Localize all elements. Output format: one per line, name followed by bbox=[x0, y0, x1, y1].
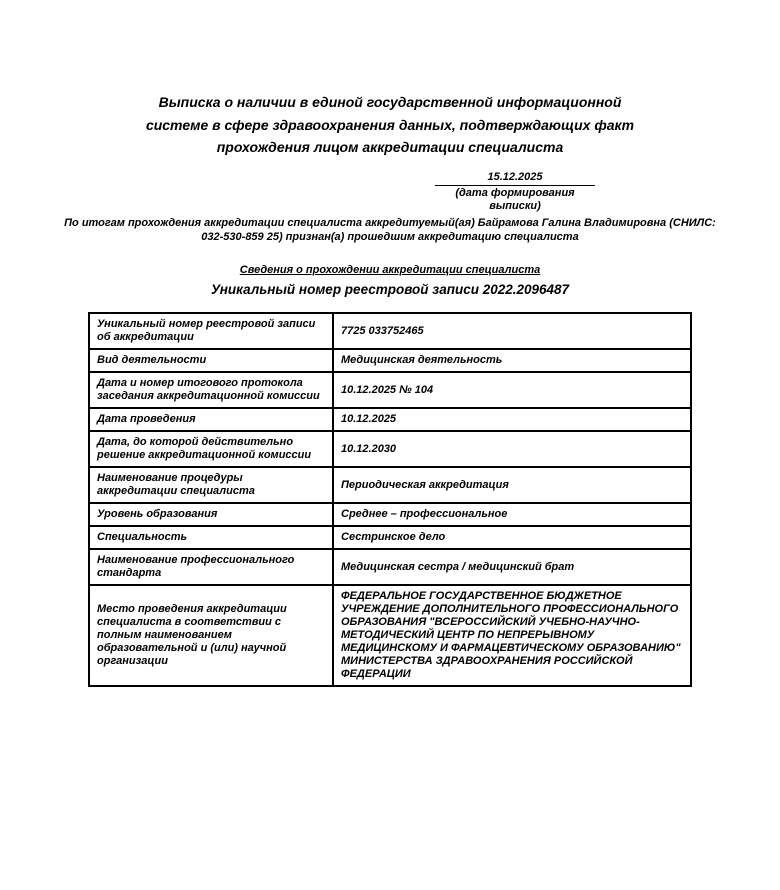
table-row-value: 10.12.2025 № 104 bbox=[333, 372, 691, 408]
table-row bbox=[89, 431, 691, 467]
title-line: системе в сфере здравоохранения данных, подтверждающих факт bbox=[145, 116, 635, 133]
table-row-value: Среднее – профессиональное bbox=[333, 503, 691, 526]
intro-line: По итогам прохождения аккредитации специалиста аккредитуемый(ая) Байрамова Галина Владимировна (СНИЛС: bbox=[64, 217, 716, 229]
title-line: Выписка о наличии в единой государственной информационной bbox=[158, 94, 622, 110]
title-line: прохождения лицом аккредитации специалиста bbox=[216, 139, 564, 155]
table-row-value: Сестринское дело bbox=[333, 526, 691, 549]
table-row bbox=[89, 349, 691, 372]
table-row-value: ФЕДЕРАЛЬНОЕ ГОСУДАРСТВЕННОЕ БЮДЖЕТНОЕ УЧРЕЖДЕНИЕ ДОПОЛНИТЕЛЬНОГО ПРОФЕССИОНАЛЬНОГО ОБРАЗОВАНИЯ "ВСЕРОССИЙСКИЙ УЧЕБНО-НАУЧНО-МЕТОДИЧЕСКИЙ ЦЕНТР ПО НЕПРЕРЫВНОМУ МЕДИЦИНСКОМУ И ФАРМАЦЕВТИЧЕСКОМУ ОБРАЗОВАНИЮ" МИНИСТЕРСТВА ЗДРАВООХРАНЕНИЯ РОССИЙСКОЙ ФЕДЕРАЦИИ bbox=[333, 585, 691, 686]
table-row-label: Наименование профессионального стандарта bbox=[89, 549, 333, 585]
accreditation-table bbox=[88, 312, 692, 687]
document-title bbox=[0, 91, 780, 159]
table-row-value: Периодическая аккредитация bbox=[333, 467, 691, 503]
table-row bbox=[89, 503, 691, 526]
table-row-label: Дата, до которой действительно решение аккредитационной комиссии bbox=[89, 431, 333, 467]
formation-date: 15.12.2025 bbox=[435, 170, 595, 186]
table-row bbox=[89, 313, 691, 349]
table-row-value: 7725 033752465 bbox=[333, 313, 691, 349]
table-row bbox=[89, 549, 691, 585]
table-row-label: Уровень образования bbox=[89, 503, 333, 526]
table-row bbox=[89, 408, 691, 431]
table-row bbox=[89, 467, 691, 503]
formation-date-caption: (дата формирования выписки) bbox=[455, 187, 575, 212]
intro-line: 032-530-859 25) признан(а) прошедшим аккредитацию специалиста bbox=[201, 231, 579, 243]
table-row-label: Место проведения аккредитации специалиста в соответствии с полным наименованием образовательной и (или) научной организации bbox=[89, 585, 333, 686]
table-row-value: 10.12.2030 bbox=[333, 431, 691, 467]
table-row bbox=[89, 585, 691, 686]
table-row bbox=[89, 372, 691, 408]
table-row-label: Специальность bbox=[89, 526, 333, 549]
table-row-value: Медицинская сестра / медицинский брат bbox=[333, 549, 691, 585]
section-heading: Сведения о прохождении аккредитации специалиста bbox=[239, 264, 541, 276]
table-row-value: 10.12.2025 bbox=[333, 408, 691, 431]
accreditation-table-body bbox=[89, 313, 691, 686]
table-row-label: Наименование процедуры аккредитации специалиста bbox=[89, 467, 333, 503]
table-row-label: Дата и номер итогового протокола заседания аккредитационной комиссии bbox=[89, 372, 333, 408]
formation-date-block bbox=[435, 170, 595, 213]
table-row bbox=[89, 526, 691, 549]
table-row-label: Вид деятельности bbox=[89, 349, 333, 372]
table-row-label: Дата проведения bbox=[89, 408, 333, 431]
registry-number-heading: Уникальный номер реестровой записи 2022.2096487 bbox=[210, 282, 570, 297]
intro-paragraph bbox=[0, 216, 780, 244]
table-row-value: Медицинская деятельность bbox=[333, 349, 691, 372]
table-row-label: Уникальный номер реестровой записи об аккредитации bbox=[89, 313, 333, 349]
